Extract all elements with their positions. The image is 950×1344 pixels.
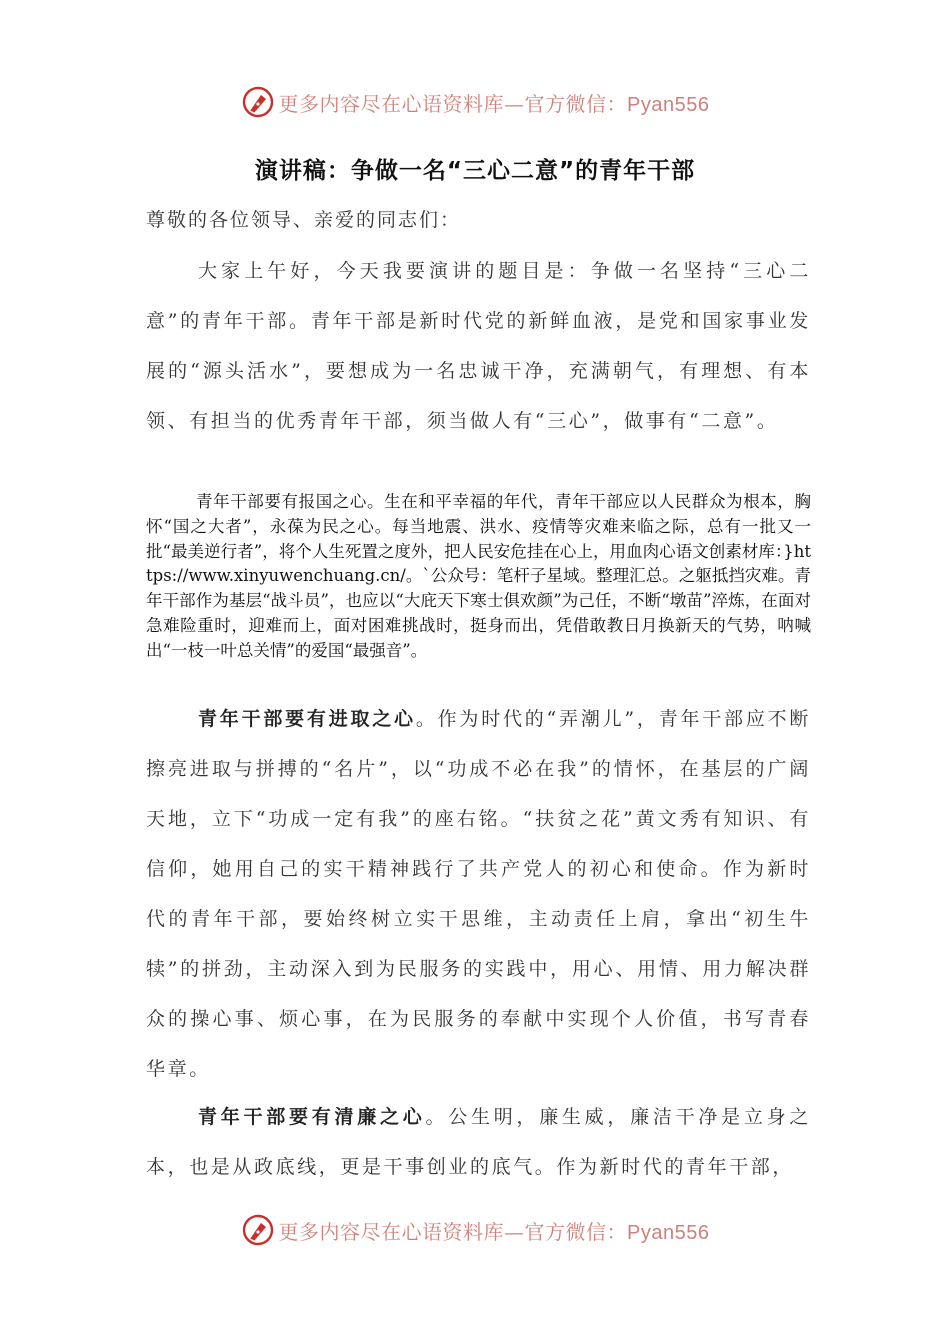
paragraph-text: 青年干部要有报国之心。生在和平幸福的年代，青年干部应以人民群众为根本，胸怀“国之大者”，永葆为民之心。每当地震、洪水、疫情等灾难来临之际，总有一批又一批“最美逆行者”，将个人生死置之度外，把人民安危挂在心上，用血肉心语文创素材库：}https://www.xinyuwenchuang.cn/。`公众号：笔杆子星域。整理汇总。之躯抵挡灾难。青年干部作为基层“战斗员”，也应以“大庇天下寒士俱欢颜”为己任，不断“墩苗”淬炼，在面对急难险重时，迎难而上，面对困难挑战时，挺身而出，凭借敢教日月换新天的气势，呐喊出“一枝一叶总关情”的爱国“最强音”。 [146, 492, 811, 660]
paragraph-text: 。公生明，廉生威，廉洁干净是立身之本，也是从政底线，更是干事创业的底气。作为新时代的青年干部， [146, 1106, 811, 1178]
paragraph-lead: 青年干部要有清廉之心 [198, 1106, 426, 1128]
paragraph-progress [146, 694, 811, 1094]
paragraph-patriotism [146, 490, 811, 664]
banner-text: 更多内容尽在心语资料库—官方微信：Pyan556 [278, 1219, 710, 1244]
wechat-id: Pyan556 [627, 1221, 710, 1244]
wechat-id: Pyan556 [627, 93, 710, 116]
page-title: 演讲稿：争做一名“三心二意”的青年干部 [254, 158, 696, 184]
header-banner [0, 82, 950, 122]
greeting: 尊敬的各位领导、亲爱的同志们： [146, 209, 462, 231]
banner-text: 更多内容尽在心语资料库—官方微信：Pyan556 [278, 91, 710, 116]
paragraph-integrity [146, 1092, 811, 1192]
paragraph-text: 大家上午好，今天我要演讲的题目是：争做一名坚持“三心二意”的青年干部。青年干部是新时代党的新鲜血液，是党和国家事业发展的“源头活水”，要想成为一名忠诚干净，充满朝气，有理想、有本领、有担当的优秀青年干部，须当做人有“三心”，做事有“二意”。 [146, 260, 811, 432]
footer-banner [0, 1210, 950, 1250]
pen-nib-logo-icon [241, 1213, 275, 1247]
paragraph-text: 。作为时代的“弄潮儿”，青年干部应不断擦亮进取与拼搏的“名片”，以“功成不必在我”的情怀，在基层的广阔天地，立下“功成一定有我”的座右铭。“扶贫之花”黄文秀有知识、有信仰，她用自己的实干精神践行了共产党人的初心和使命。作为新时代的青年干部，要始终树立实干思维，主动责任上肩，拿出“初生牛犊”的拼劲，主动深入到为民服务的实践中，用心、用情、用力解决群众的操心事、烦心事，在为民服务的奉献中实现个人价值，书写青春华章。 [146, 708, 811, 1080]
paragraph-intro [146, 246, 811, 446]
paragraph-lead: 青年干部要有进取之心 [198, 708, 416, 730]
pen-nib-logo-icon [241, 85, 275, 119]
